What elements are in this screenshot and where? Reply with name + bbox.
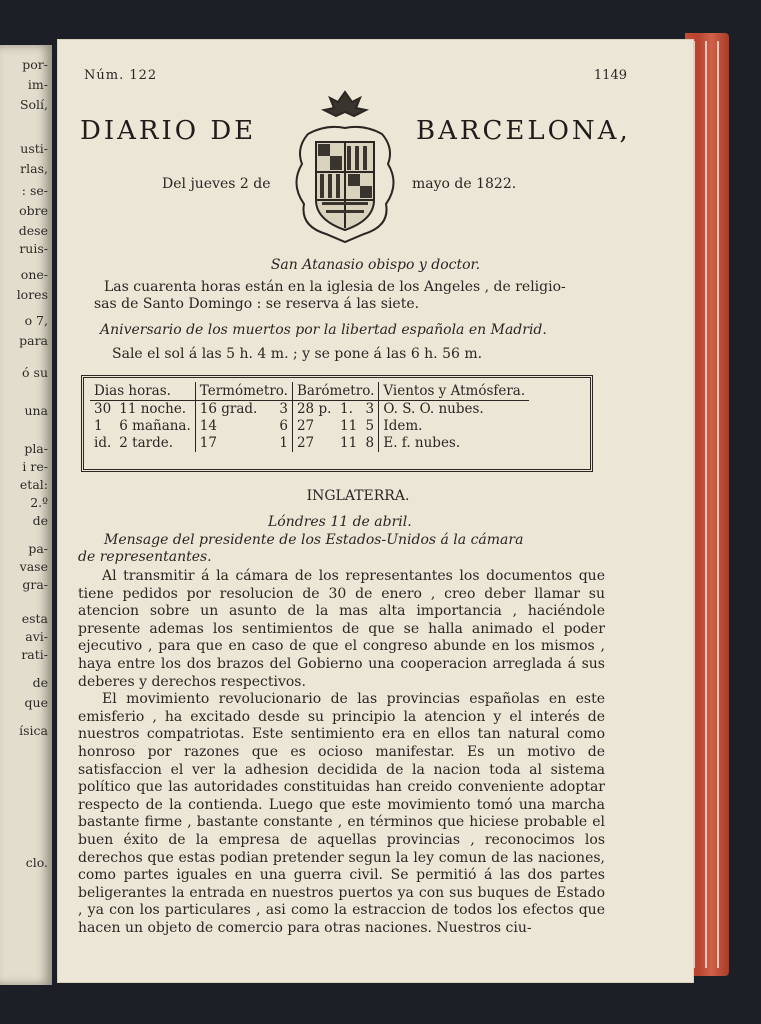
article-subtitle-line2: de representantes. <box>78 549 212 565</box>
left-page-fragment: im- <box>27 77 48 92</box>
left-page <box>0 45 52 985</box>
left-page-fragment: ísica <box>19 723 48 738</box>
left-page-fragment: 2.º <box>30 495 48 510</box>
cell: 2 tarde. <box>119 435 173 451</box>
issue-number: Núm. 122 <box>84 68 158 83</box>
cell: 16 grad. <box>195 401 272 419</box>
cell: 6 mañana. <box>119 418 191 434</box>
table-row <box>90 401 529 419</box>
cell: O. S. O. nubes. <box>379 401 529 419</box>
col-termometro: Termómetro. <box>195 382 292 401</box>
left-page-fragment: de <box>32 513 48 528</box>
article-body <box>78 568 605 937</box>
col-vientos: Vientos y Atmósfera. <box>379 382 529 401</box>
left-page-fragment: por- <box>22 57 48 72</box>
left-page-fragment: esta <box>21 611 48 626</box>
left-page-fragment: avi- <box>25 629 48 644</box>
left-page-fragment: usti- <box>20 141 48 156</box>
left-page-fragment: rati- <box>21 647 48 662</box>
left-page-fragment: dese <box>18 223 48 238</box>
date-left: Del jueves 2 de <box>162 176 271 192</box>
left-page-fragment: Solí, <box>19 97 48 112</box>
cell: 1 <box>279 435 288 451</box>
cell: 8 <box>365 435 375 451</box>
left-page-fragment: ó su <box>22 365 48 380</box>
left-page-fragment: que <box>24 695 48 710</box>
left-page-fragment: clo. <box>25 855 48 870</box>
col-barometro: Barómetro. <box>292 382 378 401</box>
left-page-fragment: rlas, <box>20 161 48 176</box>
cell: 11 <box>339 435 358 451</box>
cell: 28 p. <box>292 401 336 419</box>
left-page-fragment: one- <box>20 267 48 282</box>
cell: 3 <box>279 401 288 417</box>
left-page-fragment: : se- <box>21 183 48 198</box>
newspaper-page <box>58 40 693 982</box>
cell: id. <box>94 435 112 451</box>
paragraph: Al transmitir á la cámara de los representantes los documentos que tiene pedidos por resolucion de 30 de enero , creo deber llamar su atencion sobre un asunto de la mas alta importancia , haciéndole presente ademas los sentimientos de que se halla animado el poder ejecutivo , para que en caso de que el congreso abunde en los mismos , haya entre los dos brazos del Gobierno una cooperacion arreglada á sus deberes y derechos respectivos. <box>78 568 605 690</box>
cell: E. f. nubes. <box>379 435 529 452</box>
left-page-fragment: ruis- <box>19 241 48 256</box>
left-page-fragment: etal: <box>19 477 48 492</box>
cell: 27 <box>292 435 336 452</box>
sunrise-sunset: Sale el sol á las 5 h. 4 m. ; y se pone á las 6 h. 56 m. <box>112 346 483 362</box>
table-row <box>90 435 529 452</box>
left-page-fragment: pla- <box>24 441 48 456</box>
left-page-fragment: i re- <box>22 459 48 474</box>
left-page-fragment: vase <box>19 559 48 574</box>
page-number: 1149 <box>593 68 627 83</box>
cell: 27 <box>292 418 336 435</box>
left-page-fragment: obre <box>19 203 48 218</box>
forty-hours-line1: Las cuarenta horas están en la iglesia de los Angeles , de religio- <box>104 279 566 295</box>
left-page-fragment: para <box>19 333 48 348</box>
section-title: INGLATERRA. <box>306 488 410 504</box>
cell: 6 <box>279 418 288 434</box>
left-page-fragment: de <box>32 675 48 690</box>
anniversary-notice: Aniversario de los muertos por la libertad española en Madrid. <box>100 322 547 338</box>
coat-of-arms-icon <box>286 88 404 248</box>
dateline: Lóndres 11 de abril. <box>268 514 412 530</box>
saint-of-day: San Atanasio obispo y doctor. <box>270 257 481 273</box>
cell: 5 <box>365 418 375 434</box>
paragraph: El movimiento revolucionario de las provincias españolas en este emisferio , ha excitado desde su principio la atencion y el interés de nuestros compatriotas. Este sentimiento era en ellos tan natural como honroso por razones que es ocioso manifestar. Es un motivo de satisfaccion el ver la adhesion decidida de la nacion toda al sistema político que las autoridades constituidas han creido conveniente adoptar respecto de la contienda. Luego que este movimiento tomó una marcha bastante firme , bastante constante , en términos que hiciese probable el buen éxito de la empresa de aquellas provincias , reconocimos los derechos que estas podian pretender segun la ley comun de las naciones, como partes iguales en una guerra civil. Se permitió á las dos partes beligerantes la entrada en nuestros puertos ya con sus buques de Estado , ya con los particulares , asi como la estraccion de todos los efectos que hacen un objeto de comercio para otras naciones. Nuestros ciu- <box>78 691 605 936</box>
cell: 1 <box>94 418 103 434</box>
cell: 1. <box>339 401 353 417</box>
weather-table <box>81 375 593 472</box>
date-right: mayo de 1822. <box>412 176 517 192</box>
cell: 30 <box>94 401 112 417</box>
forty-hours-line2: sas de Santo Domingo : se reserva á las siete. <box>94 296 420 312</box>
cell: 11 <box>339 418 358 434</box>
left-page-fragment: lores <box>16 287 48 302</box>
cell: 11 noche. <box>119 401 187 417</box>
cell: 17 <box>195 435 272 452</box>
article-subtitle-line1: Mensage del presidente de los Estados-Unidos á la cámara <box>104 532 524 548</box>
left-page-fragment: o 7, <box>24 313 48 328</box>
cell: 14 <box>195 418 272 435</box>
left-page-fragment: gra- <box>22 577 48 592</box>
left-page-fragment: una <box>24 403 48 418</box>
masthead-right: BARCELONA, <box>416 116 631 146</box>
masthead-left: DIARIO DE <box>80 116 257 146</box>
cell: 3 <box>365 401 375 417</box>
col-dias: Dias horas. <box>90 382 195 401</box>
left-page-fragment: pa- <box>28 541 48 556</box>
table-row <box>90 418 529 435</box>
cell: Idem. <box>379 418 529 435</box>
